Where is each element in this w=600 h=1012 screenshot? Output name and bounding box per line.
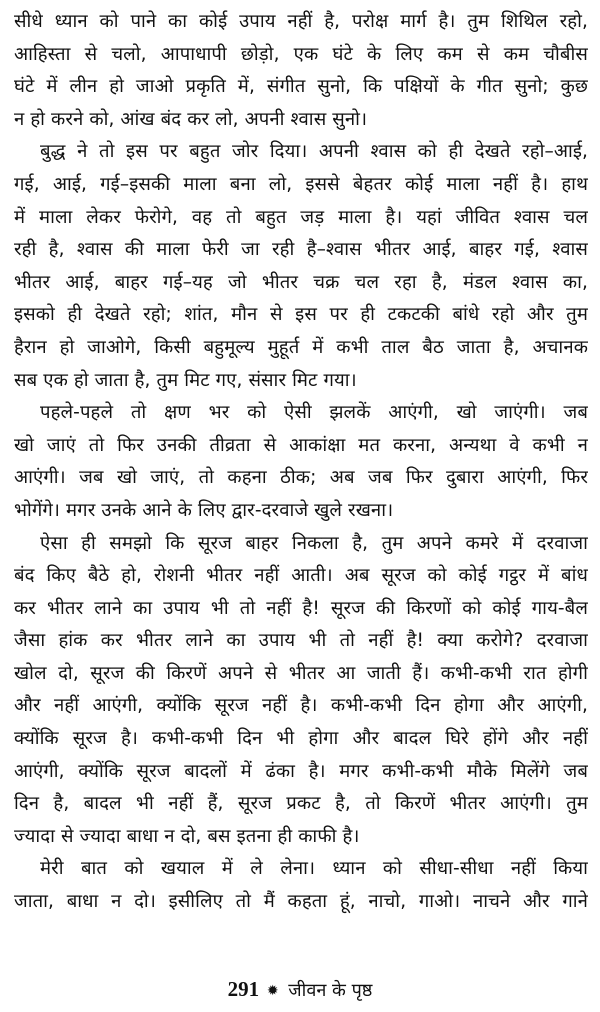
book-title: जीवन के पृष्ठ (288, 980, 373, 1001)
text-line: गई, आई, गई–इसकी माला बना लो, इससे बेहतर कोई माला नहीं है। हाथ (14, 173, 588, 195)
text-line: जैसा हांक कर भीतर लाने का उपाय भी तो नहीं है! क्या करोगे? दरवाजा (14, 630, 588, 652)
text-line: इसको ही देखते रहो; शांत, मौन से इस पर ही टकटकी बांधे रहो और तुम (14, 304, 588, 326)
text-line: में माला लेकर फेरोगे, वह तो बहुत जड़ माला है। यहां जीवित श्वास चल (14, 206, 588, 228)
text-line: खोल दो, सूरज की किरणें अपने से भीतर आ जाती हैं। कभी-कभी रात होगी (14, 662, 588, 684)
text-line: मेरी बात को खयाल में ले लेना। ध्यान को सीधा-सीधा नहीं किया (40, 858, 588, 880)
text-line: रही है, श्वास की माला फेरी जा रही है–श्वास भीतर आई, बाहर गई, श्वास (14, 239, 588, 261)
text-line: हैरान हो जाओगे, किसी बहुमूल्य मुहूर्त में कभी ताल बैठ जाता है, अचानक (14, 336, 588, 358)
text-line: जाता, बाधा न दो। इसीलिए तो मैं कहता हूं, नाचो, गाओ। नाचने और गाने (14, 891, 588, 913)
text-line: न हो करने को, आंख बंद कर लो, अपनी श्वास सुनो। (14, 108, 368, 130)
body-text (14, 6, 588, 919)
text-line: बुद्ध ने तो इस पर बहुत जोर दिया। अपनी श्वास को ही देखते रहो–आई, (40, 141, 588, 163)
page-number: 291 (227, 977, 260, 1001)
text-line: आएंगी, क्योंकि सूरज बादलों में ढंका है। मगर कभी-कभी मौके मिलेंगे जब (14, 760, 588, 782)
text-line: क्योंकि सूरज है। कभी-कभी दिन भी होगा और बादल घिरे होंगे और नहीं (14, 728, 588, 750)
text-line: भोगेंगे। मगर उनके आने के लिए द्वार-दरवाजे खुले रखना। (14, 499, 394, 521)
text-line: दिन है, बादल भी नहीं हैं, सूरज प्रकट है, तो किरणें भीतर आएंगी। तुम (14, 793, 588, 815)
text-line: आहिस्ता से चलो, आपाधापी छोड़ो, एक घंटे के लिए कम से कम चौबीस (14, 43, 588, 65)
text-line: सीधे ध्यान को पाने का कोई उपाय नहीं है, परोक्ष मार्ग है। तुम शिथिल रहो, (14, 11, 588, 32)
text-line: बंद किए बैठे हो, रोशनी भीतर नहीं आती। अब सूरज को कोई गट्ठर में बांध (14, 565, 588, 587)
text-line: सब एक हो जाता है, तुम मिट गए, संसार मिट गया। (14, 369, 357, 391)
text-line: कर भीतर लाने का उपाय भी तो नहीं है! सूरज की किरणों को कोई गाय-बैल (14, 597, 588, 619)
text-line: पहले-पहले तो क्षण भर को ऐसी झलकें आएंगी, खो जाएंगी। जब (40, 402, 588, 424)
text-line: आएंगी। जब खो जाएं, तो कहना ठीक; अब जब फिर दुबारा आएंगी, फिर (14, 467, 588, 489)
text-line: ऐसा ही समझो कि सूरज बाहर निकला है, तुम अपने कमरे में दरवाजा (40, 532, 588, 554)
text-line: और नहीं आएंगी, क्योंकि सूरज नहीं है। कभी-कभी दिन होगा और आएंगी, (14, 695, 588, 717)
page-footer (0, 974, 600, 1004)
text-line: ज्यादा से ज्यादा बाधा न दो, बस इतना ही काफी है। (14, 825, 360, 847)
text-line: घंटे में लीन हो जाओ प्रकृति में, संगीत सुनो, कि पक्षियों के गीत सुनो; कुछ (14, 76, 588, 98)
text-line: खो जाएं तो फिर उनकी तीव्रता से आकांक्षा मत करना, अन्यथा वे कभी न (14, 434, 588, 456)
ornament-icon: ✹ (266, 983, 279, 999)
text-line: भीतर आई, बाहर गई–यह जो भीतर चक्र चल रहा है, मंडल श्वास का, (14, 271, 588, 293)
